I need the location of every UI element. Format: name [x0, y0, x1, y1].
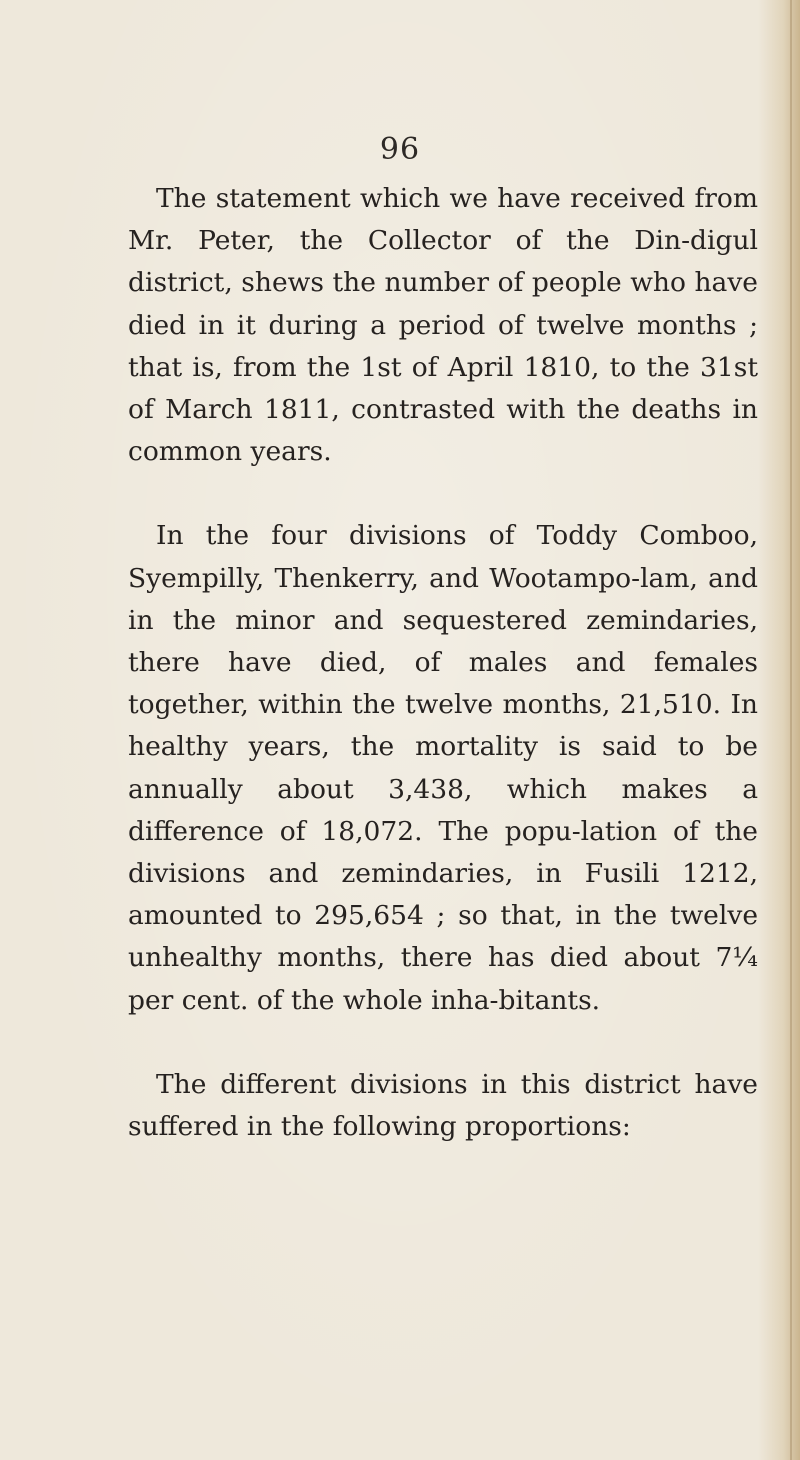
page-number: 96	[379, 132, 421, 167]
page-edge-line	[790, 0, 792, 1460]
paragraph-2: In the four divisions of Toddy Comboo, Syempilly, Thenkerry, and Wootampo-lam, and in the minor and sequestered zemindaries, there have died, of males and females together, within the twelve months, 21,510. In healthy years, the mortality is said to be annually about 3,438, which makes a difference of 18,072. The popu-lation of the divisions and zemindaries, in Fusili 1212, amounted to 295,654 ; so that, in the twelve unhealthy months, there has died about 7¼ per cent. of the whole inha-bitants.	[128, 520, 758, 1016]
paragraph-3: The different divisions in this district have suffered in the following proportions:	[128, 1068, 758, 1143]
page-edge-shadow	[758, 0, 800, 1460]
body-text	[128, 178, 758, 1148]
paragraph-1: The statement which we have received from Mr. Peter, the Collector of the Din-digul district, shews the number of people who have died in it during a period of twelve months ; that is, from the 1st of April 1810, to the 31st of March 1811, contrasted with the deaths in common years.	[128, 183, 758, 468]
